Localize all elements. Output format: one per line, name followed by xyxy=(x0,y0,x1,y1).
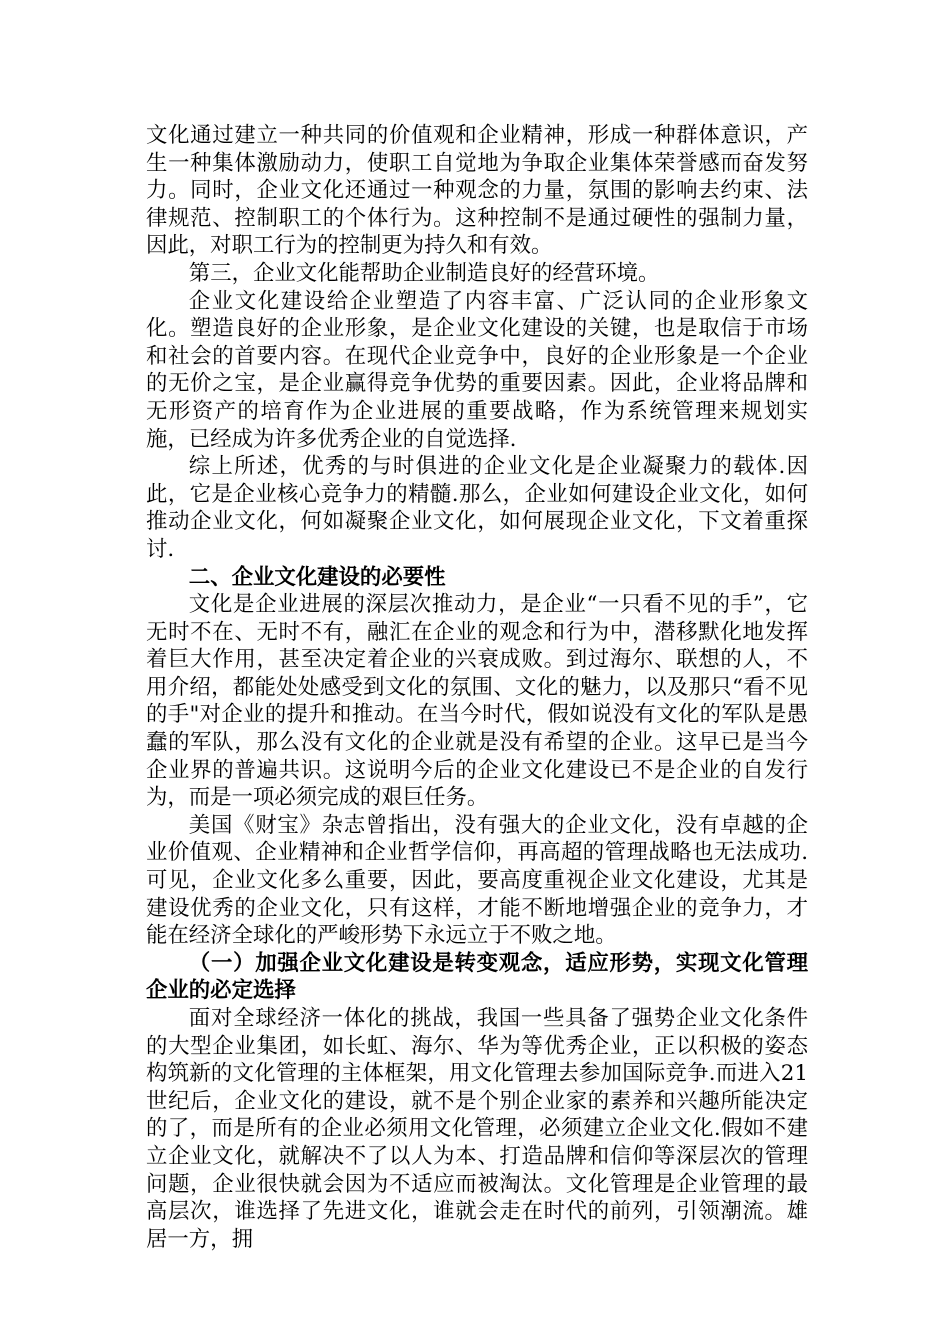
subsection-heading-1: （一）加强企业文化建设是转变观念，适应形势，实现文化管理企业的必定选择 xyxy=(146,950,808,1004)
paragraph-fortune-magazine: 美国《财宝》杂志曾指出，没有强大的企业文化，没有卓越的企业价值观、企业精神和企业哲学信仰，再高超的管理战略也无法成功.可见，企业文化多么重要，因此，要高度重视企业文化建设，尤其是建设优秀的企业文化，只有这样，才能不断地增强企业的竞争力，才能在经济全球化的严峻形势下永远立于不败之地。 xyxy=(146,812,808,949)
paragraph-third-point: 第三，企业文化能帮助企业制造良好的经营环境。 xyxy=(188,260,660,286)
paragraph-continued: 文化通过建立一种共同的价值观和企业精神，形成一种群体意识，产生一种集体激励动力，使职工自觉地为争取企业集体荣誉感而奋发努力。同时，企业文化还通过一种观念的力量，氛围的影响去约束、法律规范、控制职工的个体行为。这种控制不是通过硬性的强制力量，因此，对职工行为的控制更为持久和有效。 xyxy=(146,123,808,259)
paragraph-summary: 综上所述，优秀的与时俱进的企业文化是企业凝聚力的载体.因此，它是企业核心竞争力的精髓.那么，企业如何建设企业文化，如何推动企业文化，何如凝聚企业文化，如何展现企业文化，下文着重探讨. xyxy=(146,454,808,562)
paragraph-invisible-hand: 文化是企业进展的深层次推动力，是企业“一只看不见的手”，它无时不在、无时不有，融汇在企业的观念和行为中，潜移默化地发挥着巨大作用，甚至决定着企业的兴衰成败。到过海尔、联想的人，不用介绍，都能处处感受到文化的氛围、文化的魅力，以及那只“看不见的手"对企业的提升和推动。在当今时代，假如说没有文化的军队是愚蠢的军队，那么没有文化的企业就是没有希望的企业。这早已是当今企业界的普遍共识。这说明今后的企业文化建设已不是企业的自发行为，而是一项必须完成的艰巨任务。 xyxy=(146,592,808,811)
document-body xyxy=(146,122,808,1253)
paragraph-corporate-image: 企业文化建设给企业塑造了内容丰富、广泛认同的企业形象文化。塑造良好的企业形象，是企业文化建设的关键，也是取信于市场和社会的首要内容。在现代企业竞争中，良好的企业形象是一个企业的无价之宝，是企业赢得竞争优势的重要因素。因此，企业将品牌和无形资产的培育作为企业进展的重要战略，作为系统管理来规划实施，已经成为许多优秀企业的自觉选择. xyxy=(146,288,808,452)
section-heading-necessity: 二、企业文化建设的必要性 xyxy=(188,564,446,590)
paragraph-globalization: 面对全球经济一体化的挑战，我国一些具备了强势企业文化条件的大型企业集团，如长虹、海尔、华为等优秀企业，正以积极的姿态构筑新的文化管理的主体框架，用文化管理去参加国际竞争.而进入21世纪后，企业文化的建设，就不是个别企业家的素养和兴趣所能决定的了，而是所有的企业必须用文化管理，必须建立企业文化.假如不建立企业文化，就解决不了以人为本、打造品牌和信仰等深层次的管理问题，企业很快就会因为不适应而被淘汰。文化管理是企业管理的最高层次，谁选择了先进文化，谁就会走在时代的前列，引领潮流。雄居一方，拥 xyxy=(146,1006,808,1252)
